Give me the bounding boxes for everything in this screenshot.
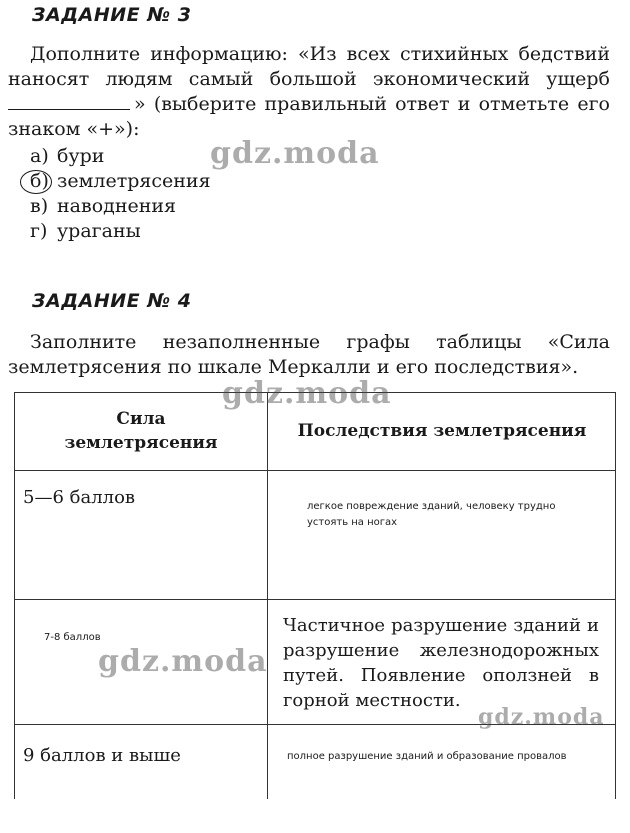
- task3-prompt: [8, 42, 610, 142]
- task3-prompt-part1: Дополните информацию: «Из всех стихийных бедствий наносят людям самый большой экономический ущерб: [8, 43, 610, 90]
- watermark: gdz.moda: [478, 704, 605, 730]
- header-strength: Сила землетрясения: [64, 409, 218, 453]
- option-text: бури: [57, 145, 105, 167]
- table-row-divider: [15, 599, 615, 600]
- task4-prompt-text: Заполните незаполненные графы таблицы «Сила землетрясения по шкале Меркалли и его последствия».: [8, 331, 610, 378]
- row2-effects: Частичное разрушение зданий и разрушение железнодорожных путей. Появление оползней в горной местности.: [283, 615, 599, 711]
- option-letter-circled: б): [30, 169, 57, 194]
- answer-blank: [8, 93, 130, 110]
- row3-effects: полное разрушение зданий и образование провалов: [287, 751, 567, 762]
- option-text: наводнения: [57, 195, 177, 217]
- table-column-divider: [267, 393, 268, 799]
- option-text: землетрясения: [57, 170, 211, 192]
- table-row-divider: [15, 470, 615, 471]
- option-text: ураганы: [57, 220, 141, 242]
- task4-title: ЗАДАНИЕ № 4: [32, 290, 192, 312]
- option-d: [30, 219, 141, 244]
- row3-strength: 9 баллов и выше: [23, 745, 181, 766]
- task3-prompt-part2: » (выберите правильный ответ и отметьте его знаком «+»):: [8, 93, 610, 140]
- watermark: gdz.moda: [222, 376, 392, 411]
- task4-prompt: [8, 330, 610, 380]
- row1-strength: 5—6 баллов: [23, 487, 136, 508]
- option-letter: а): [30, 145, 49, 167]
- option-b-selected: [30, 169, 211, 194]
- watermark: gdz.moda: [98, 644, 268, 679]
- mercalli-table: [14, 392, 616, 799]
- option-letter: г): [30, 220, 48, 242]
- header-effects: Последствия землетрясения: [297, 421, 587, 441]
- option-a: [30, 144, 104, 169]
- option-c: [30, 194, 176, 219]
- row1-effects: легкое повреждение зданий, человеку трудно устоять на ногах: [307, 501, 556, 528]
- row2-strength: 7-8 баллов: [44, 632, 101, 643]
- watermark: gdz.moda: [210, 136, 380, 171]
- option-letter: в): [30, 195, 49, 217]
- task3-title: ЗАДАНИЕ № 3: [32, 4, 192, 26]
